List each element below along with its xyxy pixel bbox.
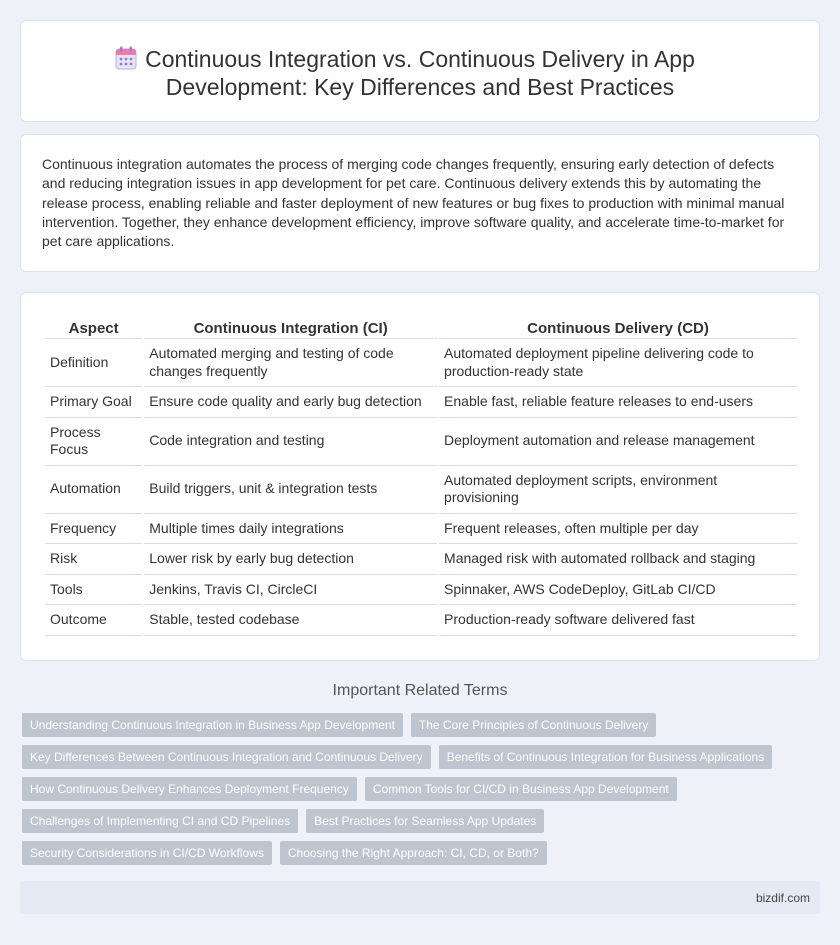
table-row [45, 605, 797, 636]
related-term-tag[interactable]: Key Differences Between Continuous Integration and Continuous Delivery [22, 745, 431, 769]
table-row [45, 466, 797, 514]
cell-ci: Multiple times daily integrations [144, 514, 437, 545]
related-term-tag[interactable]: Choosing the Right Approach: CI, CD, or Both? [280, 841, 547, 865]
cell-aspect: Definition [45, 339, 142, 387]
cell-ci: Lower risk by early bug detection [144, 544, 437, 575]
comparison-table [43, 315, 799, 636]
cell-ci: Jenkins, Travis CI, CircleCI [144, 575, 437, 606]
cell-cd: Automated deployment scripts, environment provisioning [439, 466, 797, 514]
related-term-tag[interactable]: Security Considerations in CI/CD Workflows [22, 841, 272, 865]
related-term-tag[interactable]: Common Tools for CI/CD in Business App Development [365, 777, 677, 801]
table-body [45, 339, 797, 636]
cell-ci: Code integration and testing [144, 418, 437, 466]
cell-cd: Frequent releases, often multiple per day [439, 514, 797, 545]
related-term-tag[interactable]: Benefits of Continuous Integration for Business Applications [439, 745, 773, 769]
cell-cd: Managed risk with automated rollback and staging [439, 544, 797, 575]
table-header-row [45, 315, 797, 339]
related-term-tag[interactable]: The Core Principles of Continuous Delivery [411, 713, 656, 737]
table-row [45, 544, 797, 575]
table-row [45, 339, 797, 387]
cell-cd: Enable fast, reliable feature releases to end-users [439, 387, 797, 418]
table-row [45, 514, 797, 545]
cell-aspect: Process Focus [45, 418, 142, 466]
table-row [45, 387, 797, 418]
cell-ci: Automated merging and testing of code changes frequently [144, 339, 437, 387]
cell-cd: Deployment automation and release management [439, 418, 797, 466]
related-term-tag[interactable]: Best Practices for Seamless App Updates [306, 809, 544, 833]
header-cd: Continuous Delivery (CD) [439, 315, 797, 339]
cell-ci: Stable, tested codebase [144, 605, 437, 636]
cell-aspect: Risk [45, 544, 142, 575]
related-term-tag[interactable]: Understanding Continuous Integration in Business App Development [22, 713, 403, 737]
table-row [45, 575, 797, 606]
related-terms-title: Important Related Terms [332, 682, 508, 699]
header-ci: Continuous Integration (CI) [144, 315, 437, 339]
table-row [45, 418, 797, 466]
footer-site[interactable]: bizdif.com [755, 891, 810, 905]
comparison-card [20, 292, 820, 661]
intro-card [20, 134, 820, 272]
header-aspect: Aspect [45, 315, 142, 339]
intro-paragraph: Continuous integration automates the process of merging code changes frequently, ensuring early detection of defects and reducing integration issues in app development for pet care. Continuous delivery extends this by automating the release process, enabling reliable and faster deployment of new features or bug fixes to production with minimal manual intervention. Together, they enhance development efficiency, improve software quality, and accelerate time-to-market for pet care applications. [42, 156, 785, 250]
page-title: Continuous Integration vs. Continuous Delivery in App Development: Key Differences and Best Practices [145, 46, 695, 100]
cell-aspect: Outcome [45, 605, 142, 636]
cell-cd: Production-ready software delivered fast [439, 605, 797, 636]
cell-ci: Build triggers, unit & integration tests [144, 466, 437, 514]
related-terms-list [22, 713, 802, 865]
related-term-tag[interactable]: Challenges of Implementing CI and CD Pipelines [22, 809, 298, 833]
cell-aspect: Automation [45, 466, 142, 514]
related-term-tag[interactable]: How Continuous Delivery Enhances Deployment Frequency [22, 777, 357, 801]
cell-ci: Ensure code quality and early bug detection [144, 387, 437, 418]
cell-aspect: Primary Goal [45, 387, 142, 418]
cell-aspect: Frequency [45, 514, 142, 545]
cell-cd: Spinnaker, AWS CodeDeploy, GitLab CI/CD [439, 575, 797, 606]
cell-aspect: Tools [45, 575, 142, 606]
footer [20, 881, 820, 914]
cell-cd: Automated deployment pipeline delivering code to production-ready state [439, 339, 797, 387]
title-card [20, 20, 820, 122]
